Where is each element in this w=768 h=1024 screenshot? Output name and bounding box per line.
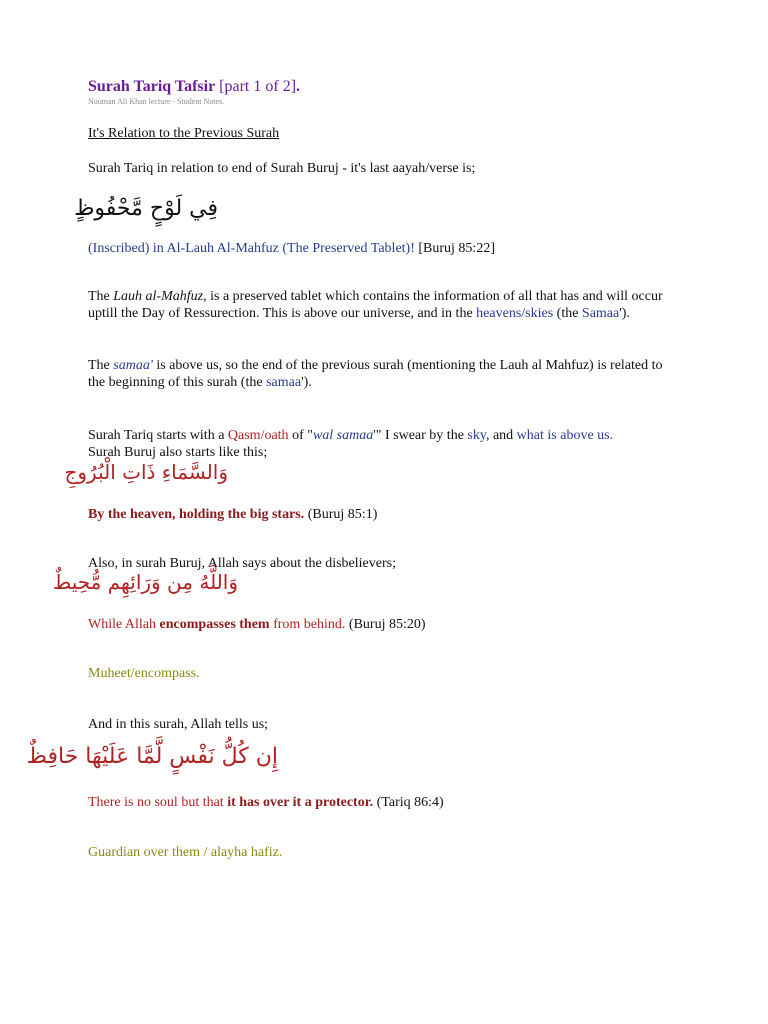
translation-3-part: While Allah [88, 617, 160, 632]
arabic-verse-1: فِي لَوْحٍ مَّحْفُوظٍ [74, 196, 218, 221]
arabic-verse-4: إِن كُلُّ نَفْسٍ لَّمَّا عَلَيْهَا حَافِظٌ [26, 744, 278, 769]
translation-3-part: from behind. [269, 617, 346, 632]
qasm-term: Qasm/oath [227, 428, 289, 443]
para-lauh-part: The [88, 289, 114, 304]
heavens-term: heavens/skies [476, 306, 554, 321]
sky-term: sky [467, 428, 486, 443]
para-lauh-part: (the [553, 306, 582, 321]
translation-1 [88, 240, 495, 257]
para-starts-part: '" I swear by the [373, 428, 468, 443]
intro-text: Surah Tariq in relation to end of Surah Buruj - it's last aayah/verse is; [88, 161, 476, 176]
note-guardian: Guardian over them / alayha hafiz. [88, 845, 283, 860]
para-lauh-part: , is a preserved tablet which contains the information of all that has and will occur uptill the Day of Ressurection. This is above our universe, and in the [88, 289, 663, 321]
document-subtitle: Nouman Ali Khan lecture - Student Notes. [88, 97, 225, 106]
translation-2 [88, 506, 377, 523]
and-line: And in this surah, Allah tells us; [88, 717, 269, 732]
samaa-italic-term: samaa' [113, 358, 153, 373]
translation-2-text: By the heaven, holding the big stars. [88, 507, 305, 522]
para-samaa-part: '). [301, 375, 312, 390]
translation-1-text: (Inscribed) in Al-Lauh Al-Mahfuz (The Preserved Tablet)! [88, 241, 415, 256]
para-starts-part: , and [485, 428, 517, 443]
arabic-verse-2: وَالسَّمَاءِ ذَاتِ الْبُرُوجِ [64, 460, 228, 484]
para-lauh-part: '). [619, 306, 630, 321]
para-samaa-part: is above us, so the end of the previous surah (mentioning the Lauh al Mahfuz) is related to the beginning of this surah (the [88, 358, 663, 390]
arabic-verse-3: وَاللَّهُ مِن وَرَائِهِم مُّحِيطٌ [52, 570, 238, 594]
wal-samaa-term: wal samaa [312, 428, 374, 443]
lauh-term: Lauh al-Mahfuz [113, 289, 204, 304]
translation-4-ref: (Tariq 86:4) [376, 795, 444, 810]
document-title [88, 78, 300, 95]
para-starts-part: Surah Tariq starts with a [88, 428, 228, 443]
buruj-starts-line: Surah Buruj also starts like this; [88, 445, 268, 460]
para-starts-part: of " [288, 428, 313, 443]
paragraph-lauh [88, 288, 668, 322]
translation-3-ref: (Buruj 85:20) [348, 617, 426, 632]
title-dot: . [296, 78, 301, 95]
translation-4-bold: it has over it a protector. [227, 795, 374, 810]
samaa-term: samaa [266, 375, 302, 390]
section-heading: It's Relation to the Previous Surah [88, 126, 280, 141]
translation-3 [88, 616, 426, 633]
translation-3-bold: encompasses them [159, 617, 270, 632]
title-main: Surah Tariq Tafsir [88, 78, 216, 95]
also-line: Also, in surah Buruj, Allah says about the disbelievers; [88, 556, 396, 571]
above-us-term: what is above us. [516, 428, 614, 443]
translation-4 [88, 794, 444, 811]
note-muheet: Muheet/encompass. [88, 666, 200, 681]
translation-1-ref: [Buruj 85:22] [418, 241, 495, 256]
para-samaa-part: The [88, 358, 114, 373]
paragraph-samaa [88, 357, 668, 391]
title-part: [part 1 of 2] [219, 78, 297, 95]
samaa-term: Samaa [581, 306, 620, 321]
translation-2-ref: (Buruj 85:1) [307, 507, 378, 522]
paragraph-starts [88, 427, 668, 461]
translation-4-part: There is no soul but that [88, 795, 228, 810]
